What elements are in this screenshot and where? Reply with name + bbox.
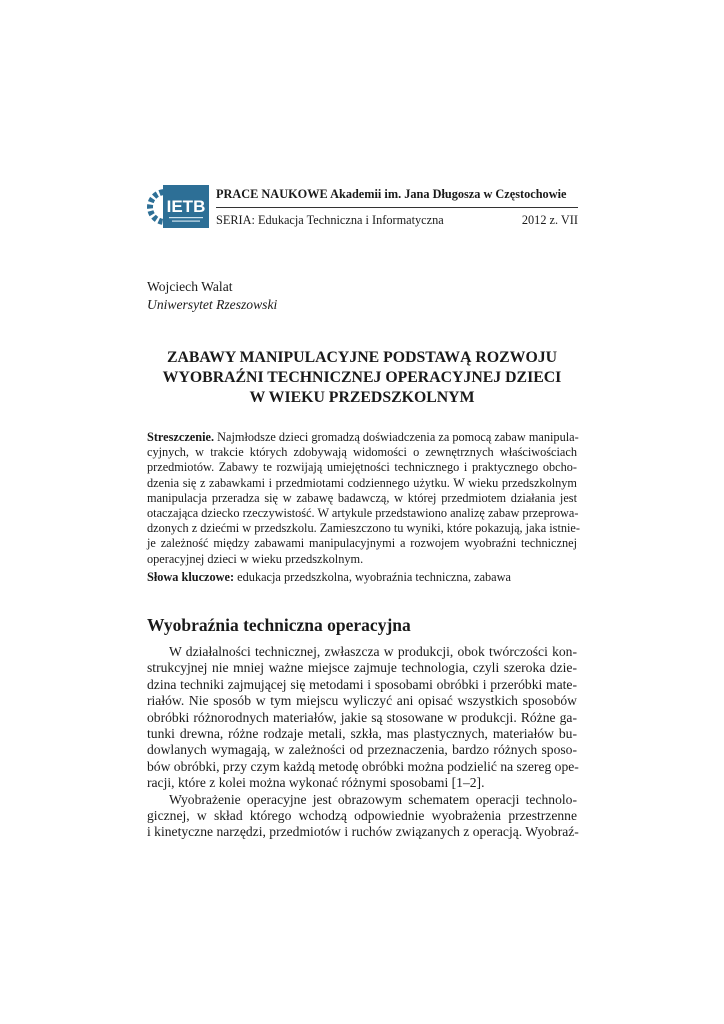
- issue-number: 2012 z. VII: [521, 213, 578, 227]
- abstract-line: dzonych z dziećmi w przedszkolu. Zamieszczono tu wyniki, które pokazują, jaka istnie-: [147, 521, 580, 536]
- keywords-label: Słowa kluczowe:: [147, 570, 235, 584]
- journal-header: [216, 186, 578, 228]
- paragraph-line: Wyobrażenie operacyjne jest obrazowym schematem operacji technolo-: [169, 791, 577, 807]
- paragraph-line: tunki drewna, różne rodzaje metali, szkła, mas plastycznych, materiałów bu-: [147, 725, 577, 741]
- abstract-line-text: Najmłodsze dzieci gromadzą doświadczenia za pomocą zabaw manipula-: [214, 430, 579, 444]
- keywords-text: edukacja przedszkolna, wyobraźnia techniczna, zabawa: [234, 570, 511, 584]
- author-block: [147, 278, 277, 314]
- abstract-line: dzenia się z zabawkami i przedmiotami codziennego użytku. W wieku przedszkolnym: [147, 475, 577, 490]
- paragraph-line: racji, które z kolei można wykonać różnymi sposobami [1–2].: [147, 775, 485, 791]
- author-name: Wojciech Walat: [147, 279, 233, 294]
- series-row: [216, 212, 578, 228]
- paragraph-line: obróbki różnorodnych materiałów, jakie są stosowane w produkcji. Różne ga-: [147, 709, 577, 725]
- abstract-line: cyjnych, w trakcie których zdobywają widomości o zewnętrznych właściwościach: [147, 445, 577, 460]
- logo-text: IETB: [166, 197, 206, 216]
- title-line: W WIEKU PRZEDSZKOLNYM: [249, 389, 475, 406]
- paragraph-line: W działalności technicznej, zwłaszcza w produkcji, obok twórczości kon-: [169, 644, 577, 659]
- abstract: [147, 430, 580, 567]
- abstract-label: Streszczenie.: [147, 430, 215, 444]
- header-divider: [216, 207, 578, 208]
- abstract-line: je zależność między zabawami manipulacyjnymi a rozwojem wyobraźni technicznej: [147, 536, 577, 551]
- abstract-line: operacyjnej dzieci w wieku przedszkolnym.: [147, 551, 364, 566]
- paragraph-line: i kinetyczne narzędzi, przedmiotów i ruchów związanych z operacją. Wyobraź-: [147, 824, 579, 840]
- paragraph-line: gicznej, w skład którego wchodzą odpowiednie wyobrażenia przestrzenne: [147, 807, 577, 823]
- author-affiliation: Uniwersytet Rzeszowski: [147, 297, 278, 312]
- body-text: [147, 644, 577, 841]
- keywords: [147, 570, 577, 585]
- paragraph-line: dowlanych wymagają, w zależności od przeznaczenia, bardzo różnych sposo-: [147, 742, 577, 758]
- journal-name: PRACE NAUKOWE Akademii im. Jana Długosza w Częstochowie: [216, 187, 567, 201]
- journal-logo: [147, 182, 211, 232]
- abstract-line: manipulacja przeradza się w zabawę badawczą, w której przedmiotem działania jest: [147, 490, 577, 505]
- title-line: ZABAWY MANIPULACYJNE PODSTAWĄ ROZWOJU: [166, 349, 558, 366]
- paragraph-line: strukcyjnej nie mniej ważne miejsce zajmuje technologia, czyli szeroka dzie-: [147, 660, 577, 676]
- abstract-line: przedmiotów. Zabawy te rozwijają umiejętności technicznego i praktycznego obcho-: [147, 460, 577, 475]
- paper-title: [147, 348, 577, 408]
- paragraph-line: riałów. Nie sposób w tym miejscu wyliczyć ani opisać wszystkich sposobów: [147, 693, 577, 709]
- title-line: WYOBRAŹNI TECHNICZNEJ OPERACYJNEJ DZIECI: [162, 369, 562, 386]
- series-name: SERIA: Edukacja Techniczna i Informatyczna: [216, 213, 444, 227]
- section-heading: Wyobraźnia techniczna operacyjna: [147, 615, 411, 635]
- paragraph-line: dzina techniki zajmującej się metodami i sposobami obróbki i przeróbki mate-: [147, 676, 577, 692]
- paragraph-line: bów obróbki, przy czym każdą metodę obróbki można podzielić na szereg ope-: [147, 758, 579, 774]
- abstract-line: [147, 430, 577, 445]
- abstract-line: otaczająca dziecko rzeczywistość. W artykule przedstawiono analizę zabaw przeprowa-: [147, 505, 579, 520]
